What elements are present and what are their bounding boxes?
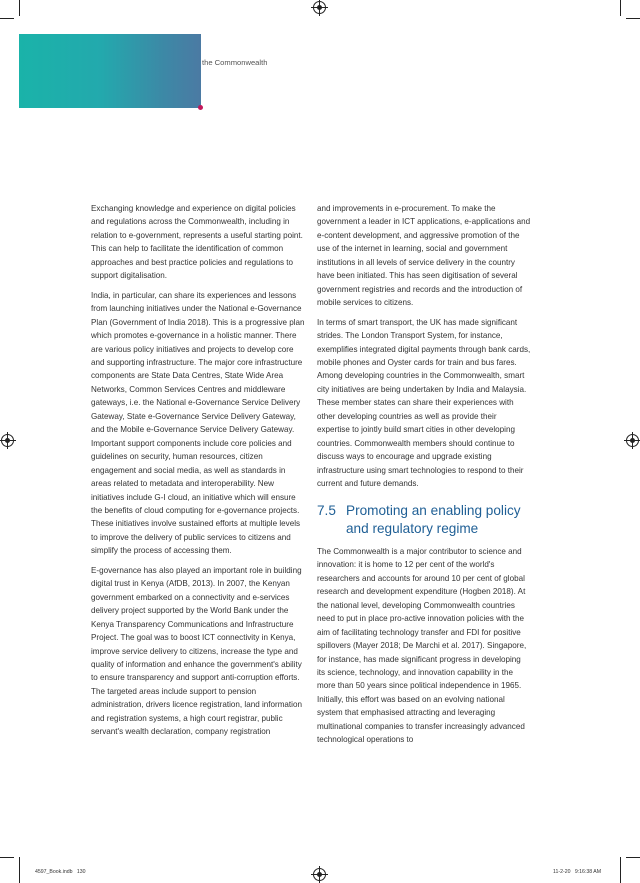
banner-accent-dot (198, 105, 203, 110)
registration-mark-icon (626, 434, 639, 447)
paragraph: Exchanging knowledge and experience on digital policies and regulations across the Commonwealth, including in relation to e-government, represents a useful starting point. This can help to facilitate the identification of common approaches and best practice policies and regulations to support digitalisation. (91, 204, 303, 281)
paragraph: In terms of smart transport, the UK has made significant strides. The London Transport System, for instance, exemplifies integrated digital payments through bank cards, mobile phones and Oyster cards for train and bus fares. Among developing countries in the Commonwealth, smart city initiatives are being undertaken by India and Malaysia. These member states can share their experiences with other developing countries as well as provide their expertise to jointly build smart cities in other developing countries. Commonwealth members should continue to discuss ways to encourage and upgrade existing infrastructure using smart technologies to respond to their current and future demands. (317, 317, 531, 489)
paragraph: E-governance has also played an important role in building digital trust in Kenya (AfDB, 2013). In 2007, the Kenyan government embarked on a connectivity and e-services delivery project supported by the World Bank under the Kenya Transparency Communications and Infrastructure Project. The goal was to boost ICT connectivity in Kenya, improve service delivery to citizens, increase the type and quality of information and enhance the government's ability to ensure transparency and support anti-corruption efforts. The targeted areas include support to pension administration, drivers licence registration, land information and registration systems, a high court registrar, public servant's wealth declaration, company registration (91, 565, 302, 737)
section-heading (317, 502, 531, 538)
right-column (317, 202, 531, 753)
crop-mark (0, 18, 14, 19)
left-column (91, 202, 305, 745)
crop-mark (626, 18, 640, 19)
registration-mark-icon (1, 434, 14, 447)
crop-mark (19, 0, 20, 16)
chapter-banner (19, 34, 201, 108)
paragraph: The Commonwealth is a major contributor to science and innovation: it is home to 12 per cent of the world's researchers and accounts for around 10 per cent of global research and development expenditure (Hogben 2018). At the national level, developing Commonwealth countries need to put in place pro-active innovation policies with the aim of facilitating technology transfer and FDI for positive spillovers (Mayer 2018; De Marchi et al. 2017). Singapore, for instance, has made significant progress in developing its science, technology, and innovation capability in the more than 50 years since political independence in 1965. Initially, this effort was based on an evolving national system that emphasised attracting and leveraging multinational companies to transfer increasingly advanced technological operations to (317, 546, 527, 745)
registration-mark-icon (313, 1, 326, 14)
crop-mark (626, 857, 640, 858)
registration-mark-icon (313, 868, 326, 881)
section-number: 7.5 (317, 502, 336, 518)
crop-mark (0, 857, 14, 858)
running-title: the Commonwealth (202, 58, 268, 67)
crop-mark (620, 0, 621, 16)
paragraph: India, in particular, can share its experiences and lessons from launching initiatives under the National e-Governance Plan (Government of India 2018). This is a progressive plan which promotes e-governance in a holistic manner. There are various policy initiatives and projects to develop core and supporting infrastructure. The major core infrastructure components are State Data Centres, State Wide Area Networks, Common Services Centres and middleware gateways, i.e. the National e-Governance Service Delivery Gateway, State e-Governance Service Delivery Gateway, and the Mobile e-Governance Service Delivery Gateway. Important support components include core policies and guidelines on security, human resources, citizen engagement and social media, as well as standards in areas related to metadata and interoperability. New initiatives include G-I cloud, an initiative which will ensure the benefits of cloud computing for e-governance projects. These initiatives involve sustained efforts at multiple levels to improve the delivery of public services to citizens and simplify the process of accessing them. (91, 290, 305, 556)
paragraph: and improvements in e-procurement. To make the government a leader in ICT applications, e-applications and e-content development, and aggressive promotion of the use of the internet in learning, social and government institutions in all levels of service delivery in the country have been initiated. This has seen digitisation of several government registries and records and the introduction of mobile services to citizens. (317, 204, 531, 308)
crop-mark (19, 857, 20, 883)
print-timestamp: 11-2-20 9:16:38 AM (553, 869, 602, 875)
crop-mark (620, 857, 621, 883)
section-title: Promoting an enabling policy and regulatory regime (346, 502, 521, 536)
file-info: 4597_Book.indb 130 (35, 869, 86, 875)
